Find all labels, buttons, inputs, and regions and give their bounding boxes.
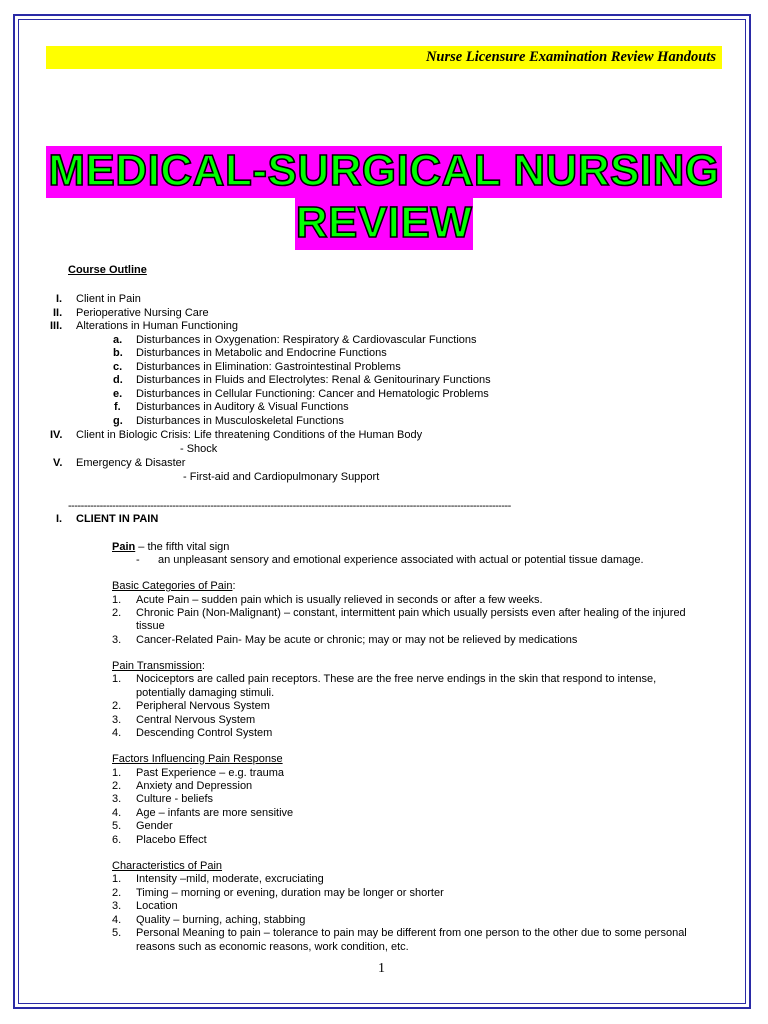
- sub-letter-f: f.: [114, 401, 121, 413]
- factor-num-3: 3.: [112, 793, 122, 805]
- factor-item-2: Anxiety and Depression: [136, 780, 253, 792]
- transmission-num-3: 3.: [112, 714, 122, 726]
- sub-letter-a: a.: [113, 334, 123, 346]
- sub-item-d: Disturbances in Fluids and Electrolytes: Renal & Genitourinary Functions: [136, 374, 491, 386]
- outline-num-5: V.: [53, 457, 63, 469]
- sub-letter-e: e.: [113, 388, 123, 400]
- characteristic-num-4: 4.: [112, 914, 122, 926]
- transmission-heading-colon: :: [201, 660, 205, 672]
- sub-item-b: Disturbances in Metabolic and Endocrine Functions: [136, 347, 387, 359]
- section-heading: CLIENT IN PAIN: [76, 513, 159, 525]
- factor-item-3: Culture - beliefs: [136, 793, 214, 805]
- characteristic-num-3: 3.: [112, 900, 122, 912]
- transmission-item-2: Peripheral Nervous System: [136, 700, 270, 712]
- sub-item-f: Disturbances in Auditory & Visual Functions: [136, 401, 349, 413]
- category-item-1: Acute Pain – sudden pain which is usually relieved in seconds or after a few weeks.: [136, 594, 543, 606]
- sub-letter-g: g.: [113, 415, 123, 427]
- outline-item-1: Client in Pain: [76, 293, 141, 305]
- factor-num-5: 5.: [112, 820, 122, 832]
- sub-letter-c: c.: [113, 361, 123, 373]
- category-num-3: 3.: [112, 634, 122, 646]
- outline-num-1: I.: [56, 293, 63, 305]
- categories-heading: [112, 580, 236, 594]
- factor-item-5: Gender: [136, 820, 173, 832]
- categories-heading-text: Basic Categories of Pain: [112, 580, 233, 592]
- transmission-item-4: Descending Control System: [136, 727, 273, 739]
- factor-num-1: 1.: [112, 767, 122, 779]
- factor-item-1: Past Experience – e.g. trauma: [136, 767, 284, 779]
- pain-description: an unpleasant sensory and emotional experience associated with actual or potential tissue damage.: [158, 554, 644, 566]
- document-title-line-1: MEDICAL-SURGICAL NURSING: [46, 146, 722, 198]
- characteristic-item-4: Quality – burning, aching, stabbing: [136, 914, 306, 926]
- transmission-num-2: 2.: [112, 700, 122, 712]
- transmission-heading-text: Pain Transmission: [112, 660, 202, 672]
- outline-item-2: Perioperative Nursing Care: [76, 307, 209, 319]
- document-title-line-2: REVIEW: [295, 198, 473, 250]
- outline-item-5: Emergency & Disaster: [76, 457, 186, 469]
- characteristic-num-5: 5.: [112, 927, 122, 939]
- transmission-num-4: 4.: [112, 727, 122, 739]
- transmission-heading: [112, 660, 205, 674]
- factors-heading: Factors Influencing Pain Response: [112, 753, 283, 765]
- categories-heading-colon: :: [232, 580, 236, 592]
- factor-item-6: Placebo Effect: [136, 834, 207, 846]
- outline-num-3: III.: [50, 320, 63, 332]
- outline-item-3: Alterations in Human Functioning: [76, 320, 239, 332]
- header-band: [46, 46, 722, 69]
- characteristics-heading: Characteristics of Pain: [112, 860, 223, 872]
- outline-note-first-aid: - First-aid and Cardiopulmonary Support: [183, 471, 380, 483]
- characteristic-num-1: 1.: [112, 873, 122, 885]
- characteristic-item-2: Timing – morning or evening, duration may be longer or shorter: [136, 887, 444, 899]
- characteristic-item-5-cont: reasons such as economic reasons, work condition, etc.: [136, 941, 409, 953]
- page-number: 1: [378, 961, 385, 976]
- factor-num-4: 4.: [112, 807, 122, 819]
- characteristic-item-3: Location: [136, 900, 178, 912]
- section-divider: --------------------------------------------------------------------------------------------------------------------------------------------: [68, 500, 511, 512]
- characteristic-num-2: 2.: [112, 887, 122, 899]
- category-item-2: Chronic Pain (Non-Malignant) – constant, intermittent pain which usually persists even after healing of the injured: [136, 607, 686, 619]
- factor-num-2: 2.: [112, 780, 122, 792]
- pain-definition-text: – the fifth vital sign: [135, 541, 230, 553]
- factor-num-6: 6.: [112, 834, 122, 846]
- outline-num-2: II.: [53, 307, 63, 319]
- factor-item-4: Age – infants are more sensitive: [136, 807, 294, 819]
- outline-num-4: IV.: [50, 429, 63, 441]
- sub-letter-b: b.: [113, 347, 123, 359]
- category-num-1: 1.: [112, 594, 122, 606]
- category-num-2: 2.: [112, 607, 122, 619]
- transmission-item-3: Central Nervous System: [136, 714, 256, 726]
- pain-dash: -: [136, 554, 140, 566]
- characteristic-item-5: Personal Meaning to pain – tolerance to pain may be different from one person to the other due to some personal: [136, 927, 687, 939]
- course-outline-heading: Course Outline: [68, 264, 147, 276]
- sub-item-a: Disturbances in Oxygenation: Respiratory & Cardiovascular Functions: [136, 334, 477, 346]
- pain-term: Pain: [112, 541, 136, 553]
- outline-note-shock: - Shock: [180, 443, 218, 455]
- sub-item-c: Disturbances in Elimination: Gastrointestinal Problems: [136, 361, 401, 373]
- sub-letter-d: d.: [113, 374, 123, 386]
- characteristic-item-1: Intensity –mild, moderate, excruciating: [136, 873, 324, 885]
- pain-definition: [112, 541, 229, 555]
- category-item-3: Cancer-Related Pain- May be acute or chronic; may or may not be relieved by medications: [136, 634, 578, 646]
- header-title: Nurse Licensure Examination Review Handouts: [425, 49, 716, 65]
- transmission-item-1-cont: potentially damaging stimuli.: [136, 687, 275, 699]
- section-num: I.: [56, 513, 63, 525]
- sub-item-e: Disturbances in Cellular Functioning: Cancer and Hematologic Problems: [136, 388, 489, 400]
- outline-item-4: Client in Biologic Crisis: Life threatening Conditions of the Human Body: [76, 429, 423, 441]
- transmission-num-1: 1.: [112, 673, 122, 685]
- category-item-2-cont: tissue: [136, 620, 165, 632]
- transmission-item-1: Nociceptors are called pain receptors. These are the free nerve endings in the skin that respond to intense,: [136, 673, 657, 685]
- sub-item-g: Disturbances in Musculoskeletal Functions: [136, 415, 344, 427]
